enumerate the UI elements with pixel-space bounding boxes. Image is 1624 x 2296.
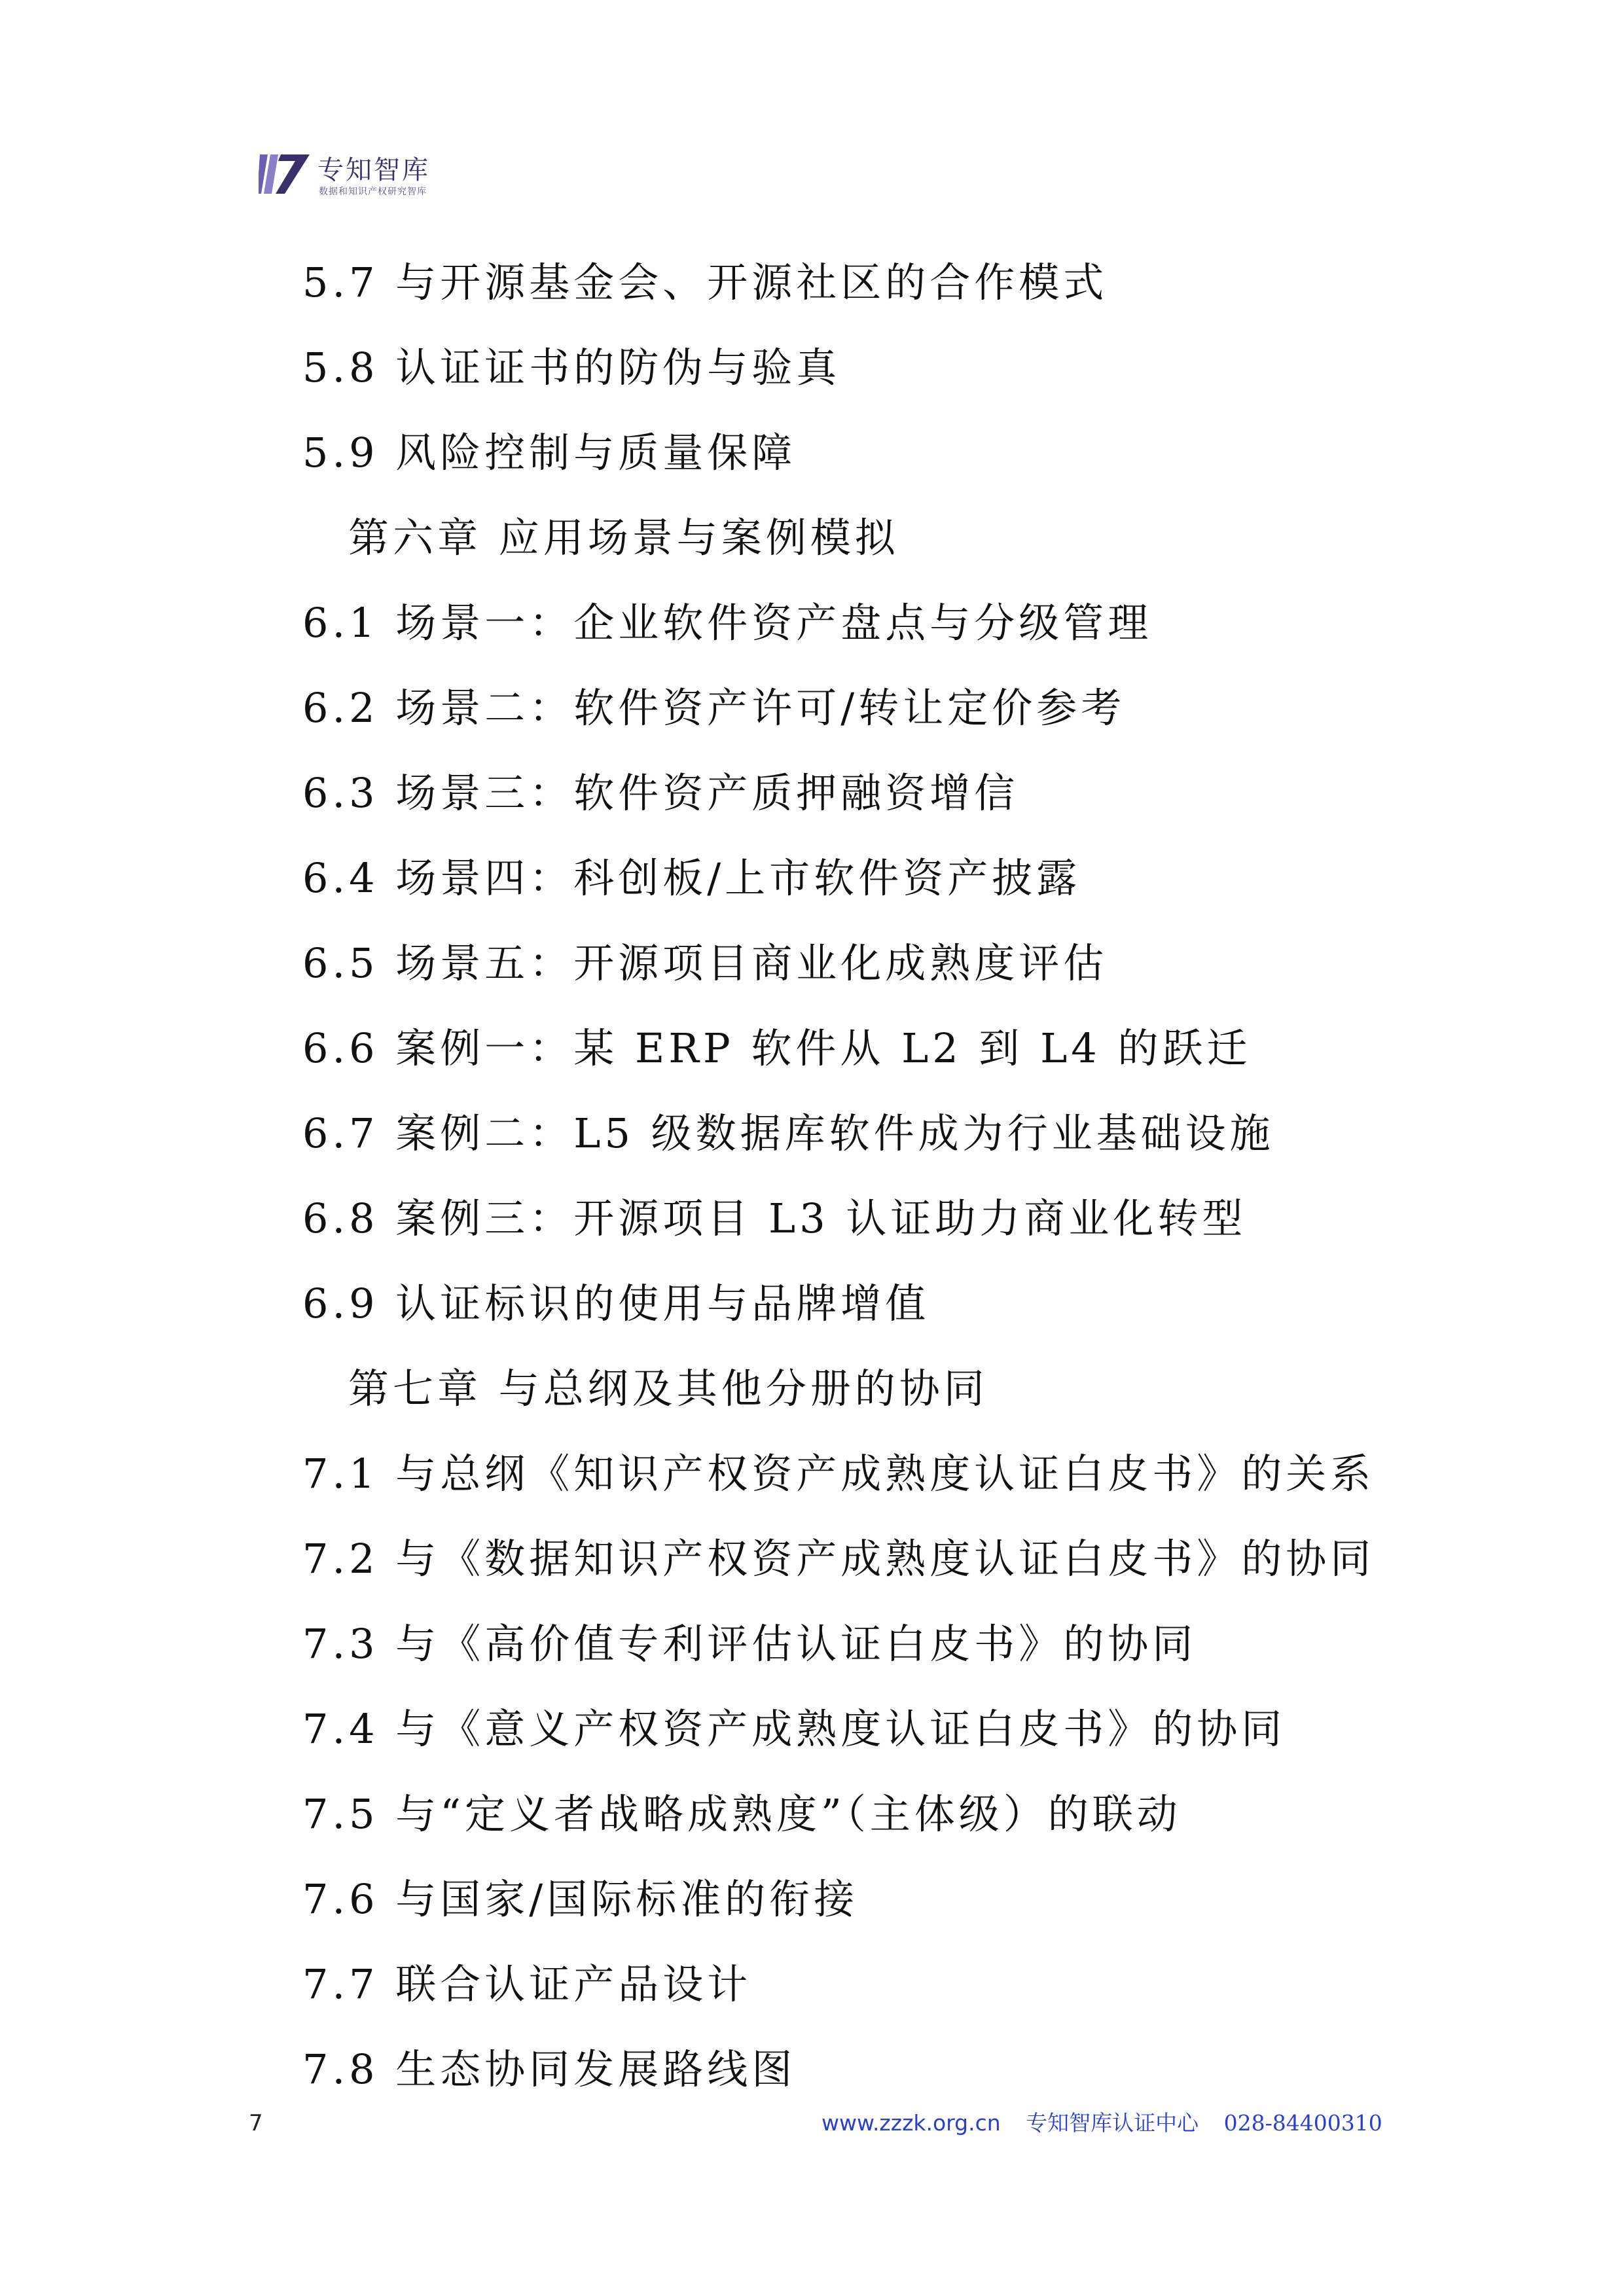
toc-item: 7.4 与《意义产权资产成熟度认证白皮书》的协同	[302, 1705, 1286, 1753]
toc-chapter-heading: 第六章 应用场景与案例模拟	[348, 514, 899, 562]
toc-item: 6.8 案例三：开源项目 L3 认证助力商业化转型	[302, 1194, 1247, 1242]
toc-item: 7.3 与《高价值专利评估认证白皮书》的协同	[302, 1620, 1197, 1668]
toc-item: 6.4 场景四：科创板/上市软件资产披露	[302, 854, 1081, 902]
website-link[interactable]: www.zzzk.org.cn	[821, 2110, 1001, 2136]
toc-item: 7.6 与国家/国际标准的衔接	[302, 1875, 859, 1923]
logo-name: 专知智库	[317, 155, 430, 185]
center-name: 专知智库认证中心	[1026, 2110, 1199, 2136]
toc-item: 6.2 场景二：软件资产许可/转让定价参考	[302, 684, 1126, 732]
footer-info	[821, 2109, 1382, 2138]
toc-item: 6.9 认证标识的使用与品牌增值	[302, 1280, 930, 1327]
toc-chapter-heading: 第七章 与总纲及其他分册的协同	[348, 1365, 988, 1412]
toc-item: 7.1 与总纲《知识产权资产成熟度认证白皮书》的关系	[302, 1450, 1375, 1498]
toc-item: 6.5 场景五：开源项目商业化成熟度评估	[302, 939, 1108, 987]
toc-item: 5.8 认证证书的防伪与验真	[302, 344, 841, 391]
logo-tagline: 数据和知识产权研究智库	[319, 187, 427, 197]
toc-item: 7.7 联合认证产品设计	[302, 1960, 752, 2008]
toc-item: 5.7 与开源基金会、开源社区的合作模式	[302, 259, 1108, 306]
logo-mark-icon	[259, 152, 312, 196]
toc-item: 6.7 案例二：L5 级数据库软件成为行业基础设施	[302, 1109, 1274, 1157]
logo	[259, 149, 475, 202]
page-number: 7	[249, 2110, 263, 2136]
toc-item: 6.6 案例一：某 ERP 软件从 L2 到 L4 的跃迁	[302, 1024, 1252, 1072]
toc-item: 5.9 风险控制与质量保障	[302, 429, 797, 476]
toc-item: 7.2 与《数据知识产权资产成熟度认证白皮书》的协同	[302, 1535, 1375, 1583]
toc-item: 7.5 与“定义者战略成熟度”（主体级）的联动	[302, 1790, 1182, 1838]
toc-item: 6.3 场景三：软件资产质押融资增信	[302, 769, 1019, 817]
phone-number: 028-84400310	[1223, 2110, 1382, 2136]
toc-item: 6.1 场景一：企业软件资产盘点与分级管理	[302, 599, 1153, 647]
toc-item: 7.8 生态协同发展路线图	[302, 2045, 797, 2093]
